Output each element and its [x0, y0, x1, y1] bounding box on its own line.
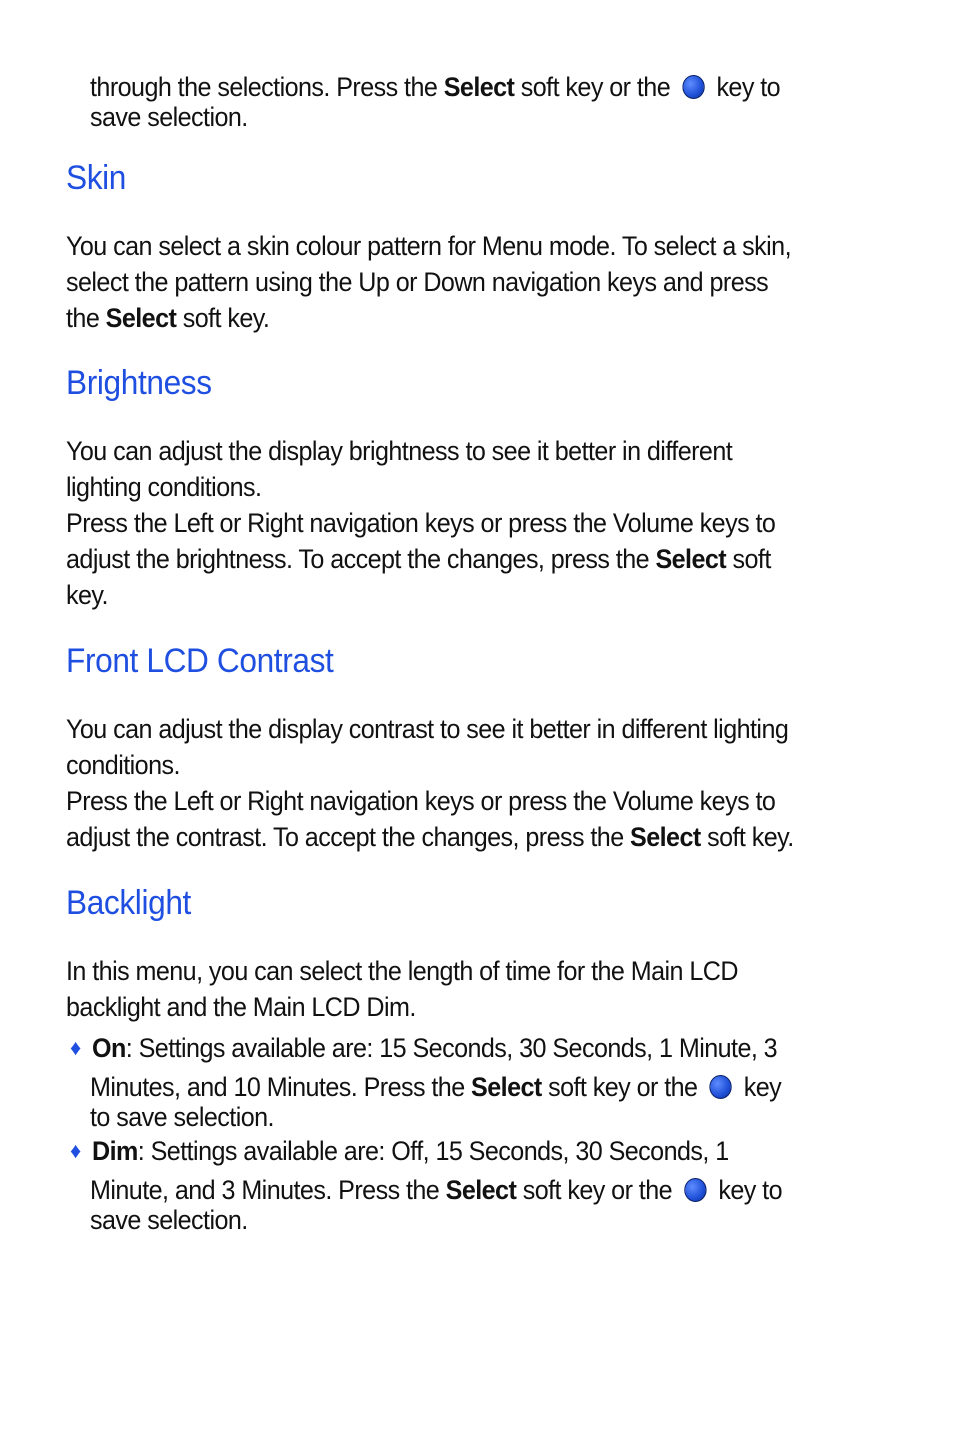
select-keyword: Select: [443, 72, 515, 102]
select-keyword: Select: [630, 822, 701, 852]
bullet-text: Minute, and 3 Minutes. Press the: [90, 1175, 446, 1205]
intro-paragraph: [90, 72, 862, 132]
diamond-bullet-icon: ♦: [70, 1035, 82, 1060]
backlight-heading: Backlight: [66, 884, 191, 922]
brightness-paragraph: [66, 433, 838, 613]
on-term: On: [92, 1033, 126, 1063]
paragraph-line: the: [66, 303, 106, 333]
bullet-text: Minutes, and 10 Minutes. Press the: [90, 1072, 472, 1102]
select-keyword: Select: [105, 303, 177, 333]
front-lcd-contrast-heading: Front LCD Contrast: [66, 642, 334, 680]
paragraph-line: adjust the brightness. To accept the changes, press the: [66, 544, 656, 574]
paragraph-line: Press the Left or Right navigation keys or press the Volume keys to: [66, 508, 776, 538]
paragraph-line: soft: [726, 544, 771, 574]
paragraph-line: adjust the contrast. To accept the changes, press the: [66, 822, 631, 852]
intro-text: save selection.: [90, 102, 248, 132]
select-keyword: Select: [655, 544, 727, 574]
bullet-text: key to: [711, 1175, 783, 1205]
bullet-text: save selection.: [90, 1205, 248, 1235]
brightness-heading: Brightness: [66, 364, 212, 402]
skin-paragraph: [66, 228, 838, 336]
bullet-text: : Settings available are: Off, 15 Seconds, 30 Seconds, 1: [137, 1136, 729, 1166]
paragraph-line: You can adjust the display contrast to see it better in different lighting: [66, 714, 789, 744]
paragraph-line: In this menu, you can select the length of time for the Main LCD: [66, 956, 738, 986]
paragraph-line: soft key.: [700, 822, 794, 852]
paragraph-line: Press the Left or Right navigation keys or press the Volume keys to: [66, 786, 776, 816]
backlight-paragraph: [66, 953, 838, 1025]
dim-bullet-continuation: [90, 1175, 862, 1235]
intro-text: key to: [710, 72, 781, 102]
select-keyword: Select: [445, 1175, 517, 1205]
bullet-text: : Settings available are: 15 Seconds, 30 Seconds, 1 Minute, 3: [125, 1033, 778, 1063]
skin-heading: Skin: [66, 159, 127, 197]
round-select-key-icon: [709, 1075, 731, 1099]
intro-text: soft key or the: [514, 72, 677, 102]
paragraph-line: key.: [66, 580, 108, 610]
paragraph-line: lighting conditions.: [66, 472, 262, 502]
dim-term: Dim: [92, 1136, 138, 1166]
select-keyword: Select: [471, 1072, 542, 1102]
bullet-text: to save selection.: [90, 1102, 274, 1132]
bullet-text: soft key or the: [516, 1175, 679, 1205]
paragraph-line: You can adjust the display brightness to see it better in different: [66, 436, 733, 466]
dim-bullet-line-1: [92, 1133, 729, 1169]
paragraph-line: backlight and the Main LCD Dim.: [66, 992, 416, 1022]
on-bullet-continuation: [90, 1072, 862, 1132]
bullet-text: soft key or the: [541, 1072, 704, 1102]
paragraph-line: conditions.: [66, 750, 180, 780]
contrast-paragraph: [66, 711, 838, 855]
round-select-key-icon: [682, 75, 704, 99]
intro-text: through the selections. Press the: [90, 72, 444, 102]
on-bullet-line-1: [92, 1030, 777, 1066]
round-select-key-icon: [684, 1178, 706, 1202]
bullet-text: key: [737, 1072, 782, 1102]
paragraph-line: soft key.: [176, 303, 270, 333]
diamond-bullet-icon: ♦: [70, 1138, 82, 1163]
paragraph-line: select the pattern using the Up or Down navigation keys and press: [66, 267, 769, 297]
paragraph-line: You can select a skin colour pattern for Menu mode. To select a skin,: [66, 231, 791, 261]
